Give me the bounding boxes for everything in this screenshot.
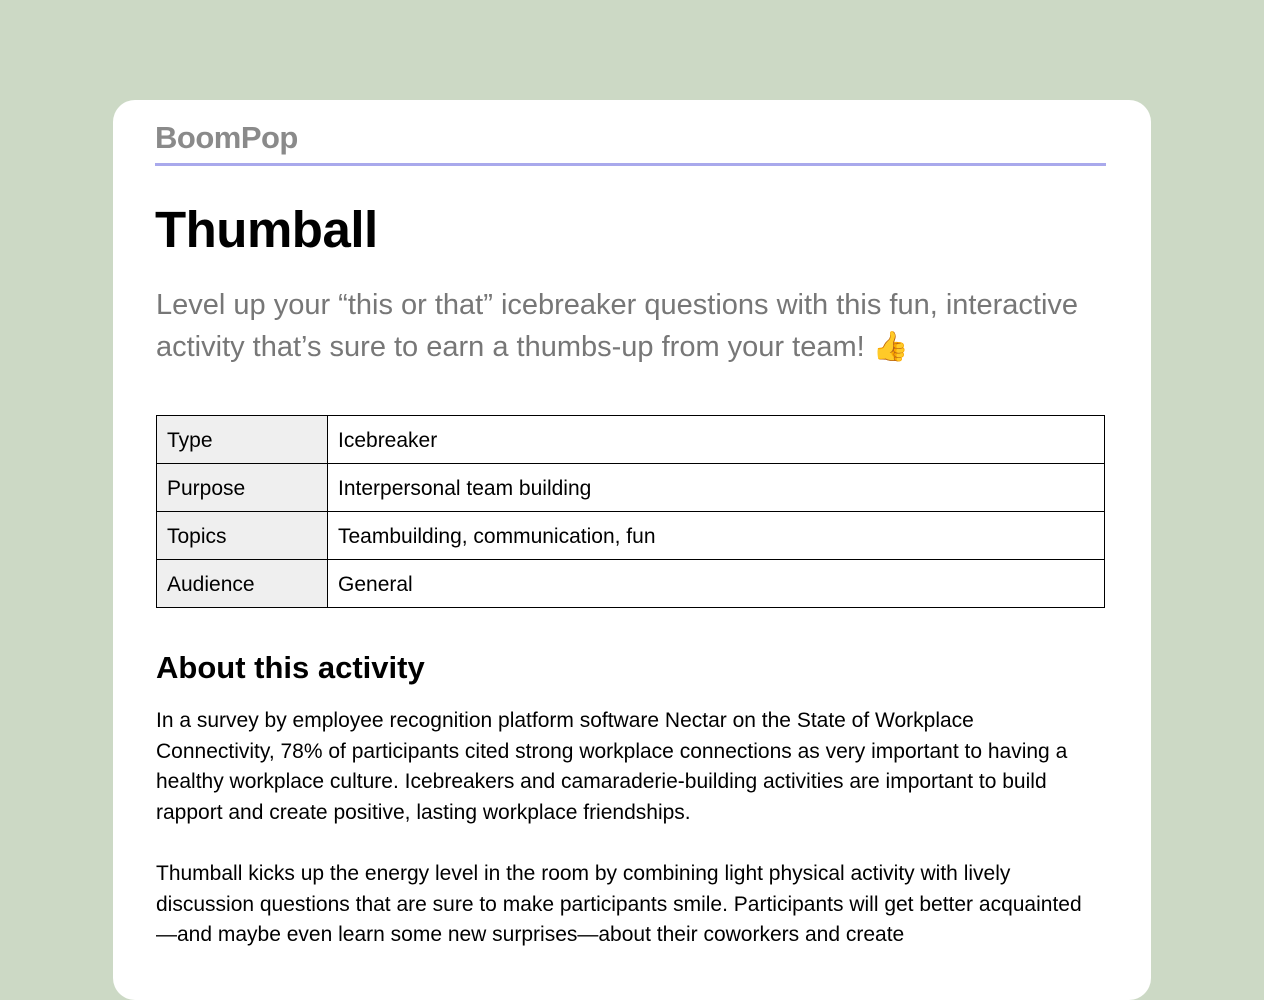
table-row <box>157 512 1105 560</box>
about-paragraph-1: In a survey by employee recognition platform software Nectar on the State of Workplace Connectivity, 78% of participants cited strong workplace connections as very important to having a healthy workplace culture. Icebreakers and camaraderie-building activities are important to build rapport and create positive, lasting workplace friendships. <box>156 709 1068 824</box>
row-value-purpose: Interpersonal team building <box>328 464 1105 512</box>
row-key-audience: Audience <box>157 560 328 608</box>
header-divider <box>155 163 1106 166</box>
row-key-purpose: Purpose <box>157 464 328 512</box>
document-card <box>113 100 1151 1000</box>
about-heading: About this activity <box>156 650 425 685</box>
table-row <box>157 416 1105 464</box>
row-value-topics: Teambuilding, communication, fun <box>328 512 1105 560</box>
row-value-audience: General <box>328 560 1105 608</box>
activity-info-table <box>156 415 1105 608</box>
brand-logo: BoomPop <box>155 120 298 155</box>
row-key-type: Type <box>157 416 328 464</box>
table-row <box>157 560 1105 608</box>
about-paragraph-2: Thumball kicks up the energy level in the room by combining light physical activity with lively discussion questions that are sure to make participants smile. Participants will get better acquainted—and maybe even learn some new surprises—about their coworkers and create <box>156 862 1082 946</box>
page-title: Thumball <box>155 201 378 258</box>
row-value-type: Icebreaker <box>328 416 1105 464</box>
table-row <box>157 464 1105 512</box>
row-key-topics: Topics <box>157 512 328 560</box>
page-subtitle: Level up your “this or that” icebreaker questions with this fun, interactive activity that’s sure to earn a thumbs-up from your team! 👍 <box>156 289 1079 363</box>
